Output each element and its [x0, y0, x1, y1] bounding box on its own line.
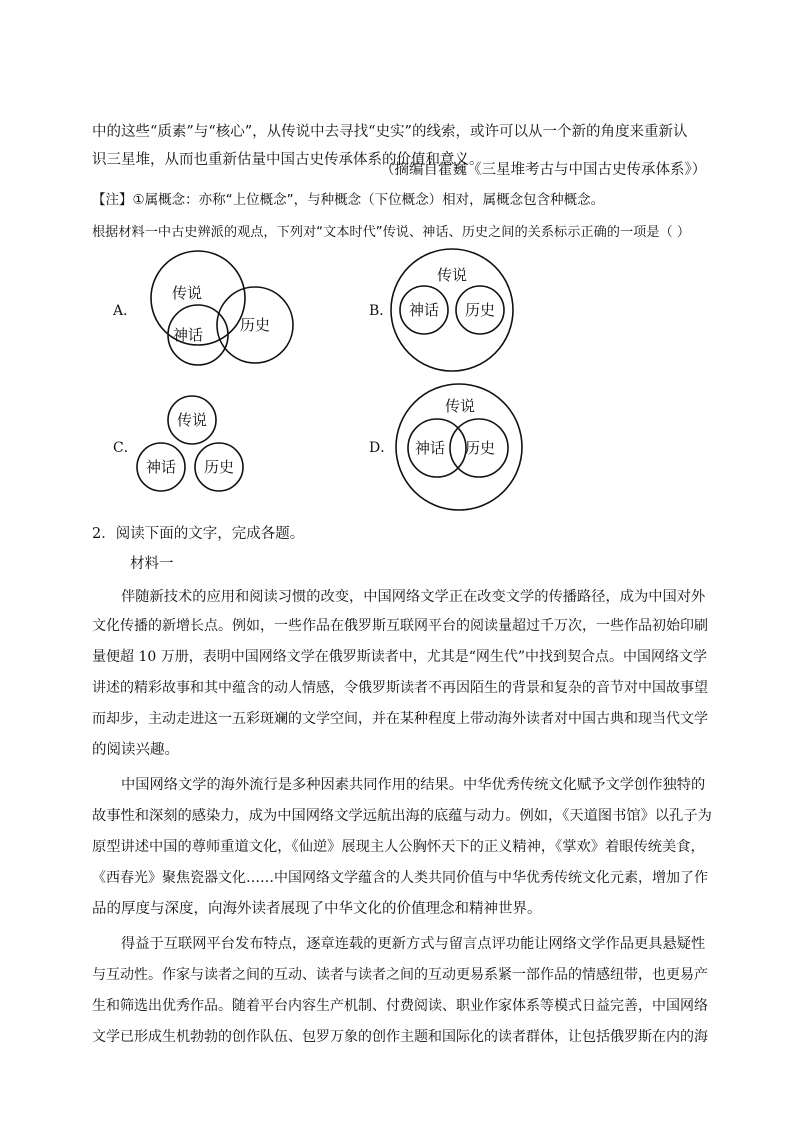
question-text: 根据材料一中古史辨派的观点，下列对“文本时代”传说、神话、历史之间的关系标示正确的一项是（ ）: [92, 225, 691, 240]
para2-line-5: 品的厚度与深度，向海外读者展现了中华文化的价值理念和精神世界。: [92, 901, 542, 917]
source-citation: （摘编自霍巍《三星堆考古与中国古史传承体系》）: [380, 162, 707, 178]
para1-line-2: 文化传播的新增长点。例如，一些作品在俄罗斯互联网平台的阅读量超过千万次，一些作品初始印刷: [92, 618, 708, 634]
para3-line-4: 文学已形成生机勃勃的创作队伍、包罗万象的创作主题和国际化的读者群体，让包括俄罗斯在内的海: [92, 1029, 708, 1045]
option-b-label[interactable]: B．: [369, 303, 394, 319]
option-d-label[interactable]: D．: [369, 440, 395, 456]
para1-line-4: 讲述的精彩故事和其中蕴含的动人情感，令俄罗斯读者不再因陌生的背景和复杂的音节对中国故事望: [92, 680, 708, 696]
option-a-shenhua-text: 神话: [173, 326, 204, 344]
option-b-shenhua-text: 神话: [409, 301, 440, 319]
para2-line-2: 故事性和深刻的感染力，成为中国网络文学远航出海的底蕴与动力。例如，《天道图书馆》以孔子为: [92, 808, 712, 824]
q2-material-heading: 材料一: [130, 556, 174, 572]
option-d-chuanshuo-text: 传说: [445, 397, 476, 415]
option-a-chuanshuo-text: 传说: [172, 284, 203, 302]
option-a-label[interactable]: A．: [113, 303, 138, 319]
para1-line-5: 而却步，主动走进这一五彩斑斓的文学空间，并在某种程度上带动海外读者对中国古典和现当代文学: [92, 711, 708, 727]
para1-line-6: 的阅读兴趣。: [92, 742, 179, 758]
para3-line-2: 与互动性。作家与读者之间的互动、读者与读者之间的互动更易系紧一部作品的情感纽带，也更易产: [92, 967, 708, 983]
option-a-lishi-text: 历史: [240, 316, 271, 334]
option-d-diagram[interactable]: [395, 383, 525, 513]
para1-line-3: 量便超 10 万册，表明中国网络文学在俄罗斯读者中，尤其是“网生代”中找到契合点。中国网络文学: [92, 649, 708, 665]
para1-line-1: 伴随新技术的应用和阅读习惯的改变，中国网络文学正在改变文学的传播路径，成为中国对外: [121, 589, 706, 605]
q2-title: 2．阅读下面的文字，完成各题。: [92, 526, 305, 542]
para2-line-4: 《西春光》聚焦瓷器文化……中国网络文学蕴含的人类共同价值与中华优秀传统文化元素，增加了作: [92, 870, 708, 886]
option-b-chuanshuo-text: 传说: [437, 266, 468, 284]
option-a-diagram[interactable]: [130, 248, 290, 378]
option-c-shenhua-text: 神话: [146, 458, 177, 476]
intro-line-1: 中的这些“质素”与“核心”，从传说中去寻找“史实”的线索，或许可以从一个新的角度来重新认: [92, 124, 688, 140]
option-c-chuanshuo-text: 传说: [177, 411, 208, 429]
para3-line-3: 生和筛选出优秀作品。随着平台内容生产机制、付费阅读、职业作家体系等模式日益完善，中国网络: [92, 998, 708, 1014]
option-d-lishi-text: 历史: [465, 439, 496, 457]
footnote: 【注】①属概念：亦称“上位概念”，与种概念（下位概念）相对，属概念包含种概念。: [92, 192, 605, 208]
intro-line-2: 识三星堆，从而也重新估量中国古史传承体系的价值和意义。: [92, 152, 484, 168]
para3-line-1: 得益于互联网平台发布特点，逐章连载的更新方式与留言点评功能让网络文学作品更具悬疑性: [121, 936, 706, 952]
option-d-shenhua-text: 神话: [415, 439, 446, 457]
option-b-lishi-text: 历史: [465, 301, 496, 319]
para2-line-3: 原型讲述中国的尊师重道文化，《仙逆》展现主人公胸怀天下的正义精神，《掌欢》着眼传统美食，: [92, 839, 705, 855]
option-c-diagram[interactable]: [135, 395, 245, 495]
option-b-diagram[interactable]: [390, 248, 520, 378]
para2-line-1: 中国网络文学的海外流行是多种因素共同作用的结果。中华优秀传统文化赋予文学创作独特的: [121, 777, 706, 793]
option-c-lishi-text: 历史: [204, 458, 235, 476]
option-c-label[interactable]: C．: [113, 440, 138, 456]
